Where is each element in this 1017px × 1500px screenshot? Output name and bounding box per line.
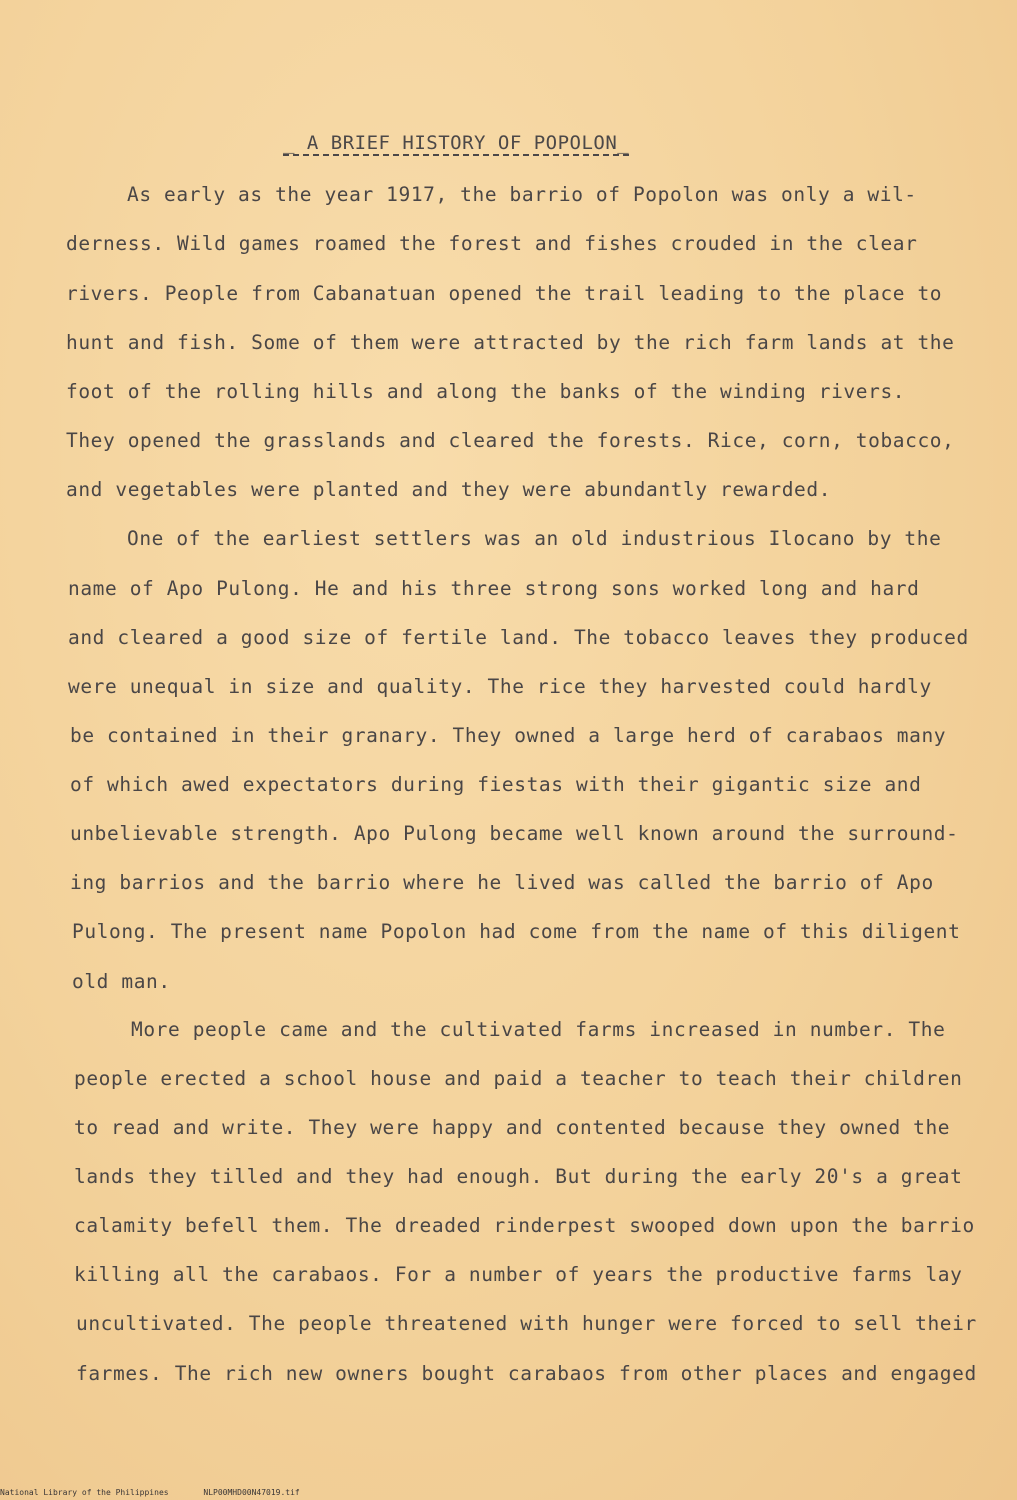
text-line: foot of the rolling hills and along the banks of the winding rivers. [66, 380, 906, 403]
text-line: lands they tilled and they had enough. But during the early 20's a great [74, 1165, 963, 1188]
text-line: were unequal in size and quality. The rice they harvested could hardly [68, 675, 932, 698]
library-credit: National Library of the Philippines [0, 1488, 169, 1497]
scan-footer [0, 1488, 330, 1497]
text-line: and cleared a good size of fertile land. The tobacco leaves they produced [68, 626, 969, 649]
text-line: of which awed expectators during fiestas with their gigantic size and [70, 773, 922, 796]
text-line: As early as the year 1917, the barrio of Popolon was only a wil- [127, 183, 917, 206]
text-line: name of Apo Pulong. He and his three strong sons worked long and hard [68, 577, 920, 600]
text-line: One of the earliest settlers was an old industrious Ilocano by the [127, 527, 942, 550]
text-line: to read and write. They were happy and contented because they owned the [74, 1116, 951, 1139]
text-line: old man. [72, 970, 171, 993]
text-line: and vegetables were planted and they were abundantly rewarded. [66, 478, 832, 501]
text-line: rivers. People from Cabanatuan opened the trail leading to the place to [66, 282, 943, 305]
text-line: They opened the grasslands and cleared the forests. Rice, corn, tobacco, [66, 429, 955, 452]
text-line: killing all the carabaos. For a number of years the productive farms lay [74, 1263, 963, 1286]
text-line: unbelievable strength. Apo Pulong became well known around the surround- [70, 822, 959, 845]
text-line: uncultivated. The people threatened with hunger were forced to sell their [76, 1312, 977, 1335]
text-line: derness. Wild games roamed the forest and fishes crouded in the clear [66, 232, 918, 255]
document-title: _ A BRIEF HISTORY OF POPOLON_ [283, 132, 630, 154]
text-line: people erected a school house and paid a teacher to teach their children [74, 1067, 963, 1090]
text-line: farmes. The rich new owners bought carabaos from other places and engaged [76, 1362, 977, 1385]
file-name: NLP00MHD00N47019.tif [203, 1488, 300, 1497]
text-line: calamity befell them. The dreaded rinderpest swooped down upon the barrio [74, 1214, 975, 1237]
text-line: be contained in their granary. They owned a large herd of carabaos many [70, 724, 947, 747]
text-line: More people came and the cultivated farms increased in number. The [131, 1018, 946, 1041]
text-line: ing barrios and the barrio where he lived was called the barrio of Apo [70, 871, 934, 894]
text-line: Pulong. The present name Popolon had come from the name of this diligent [72, 920, 961, 943]
text-line: hunt and fish. Some of them were attracted by the rich farm lands at the [66, 331, 955, 354]
